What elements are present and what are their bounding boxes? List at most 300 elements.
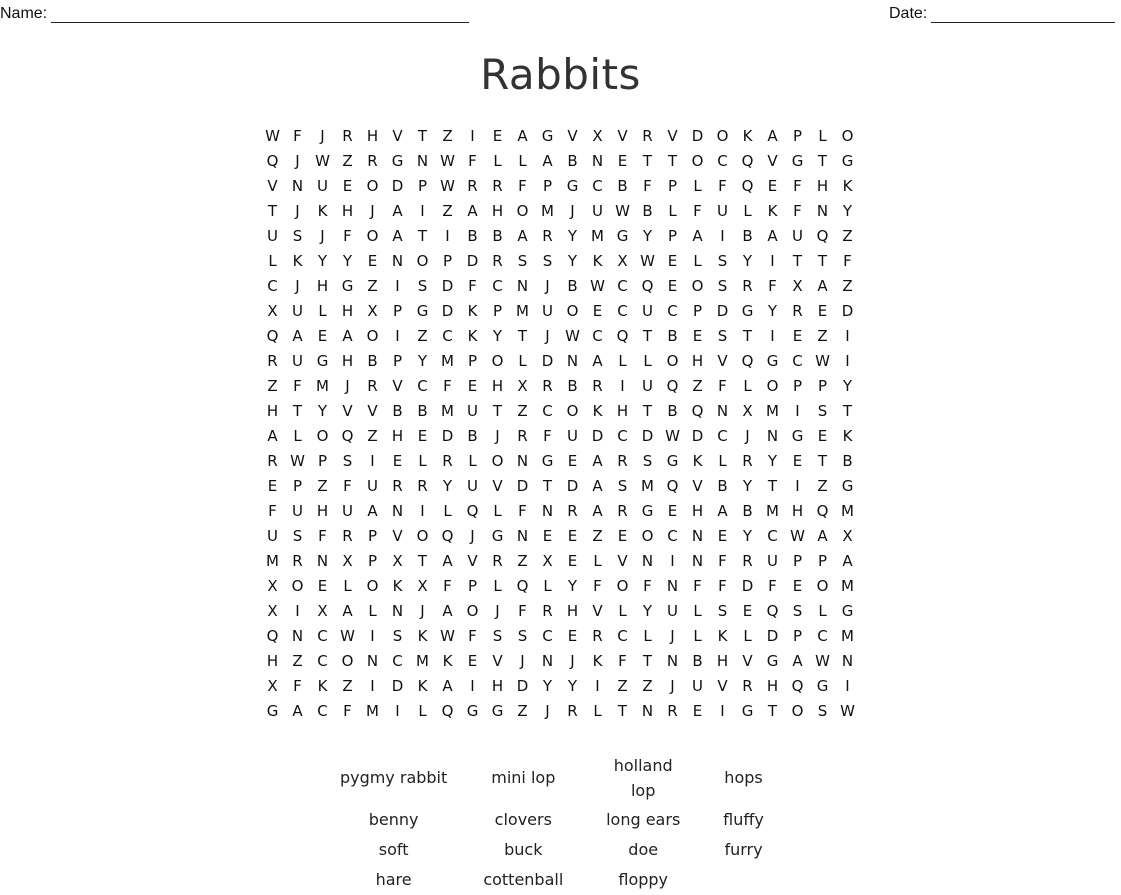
grid-letter: V	[367, 402, 378, 420]
grid-letter: H	[341, 202, 354, 220]
grid-row	[260, 374, 860, 399]
grid-letter: H	[566, 602, 579, 620]
grid-letter: E	[742, 602, 753, 620]
grid-row	[260, 324, 860, 349]
grid-letter: D	[441, 277, 454, 295]
grid-letter: G	[841, 152, 854, 170]
grid-letter: O	[366, 227, 379, 245]
grid-letter: F	[793, 202, 802, 220]
grid-letter: R	[792, 302, 803, 320]
grid-letter: Z	[267, 377, 278, 395]
grid-letter: N	[716, 402, 729, 420]
grid-letter: L	[743, 377, 752, 395]
grid-letter: T	[517, 327, 528, 345]
grid-letter: G	[566, 177, 579, 195]
grid-letter: G	[791, 427, 804, 445]
grid-letter: Z	[292, 652, 303, 670]
grid-letter: T	[792, 252, 803, 270]
grid-letter: F	[718, 177, 727, 195]
grid-letter: T	[667, 152, 678, 170]
grid-letter: A	[342, 602, 353, 620]
grid-letter: N	[291, 177, 304, 195]
word-fluffy: fluffy	[723, 809, 764, 829]
grid-letter: Z	[842, 277, 853, 295]
grid-letter: E	[317, 577, 328, 595]
grid-letter: B	[842, 452, 853, 470]
grid-letter: F	[718, 552, 727, 570]
grid-letter: V	[392, 377, 403, 395]
grid-letter: I	[370, 452, 375, 470]
grid-letter: A	[842, 552, 853, 570]
word-hare: hare	[375, 869, 412, 889]
grid-letter: U	[467, 477, 478, 495]
grid-letter: O	[416, 252, 429, 270]
grid-letter: R	[442, 452, 453, 470]
grid-row	[260, 499, 860, 524]
word-long-ears: long ears	[606, 809, 681, 829]
grid-letter: B	[667, 402, 678, 420]
grid-letter: K	[592, 652, 603, 670]
grid-letter: R	[292, 552, 303, 570]
grid-letter: N	[766, 427, 779, 445]
word-soft: soft	[378, 839, 409, 859]
grid-letter: Y	[742, 252, 753, 270]
grid-letter: T	[817, 152, 828, 170]
grid-letter: R	[492, 552, 503, 570]
grid-letter: R	[492, 252, 503, 270]
grid-letter: R	[592, 627, 603, 645]
grid-letter: I	[445, 227, 450, 245]
grid-letter: G	[841, 602, 854, 620]
grid-letter: F	[693, 202, 702, 220]
name-field[interactable]	[0, 4, 469, 23]
grid-letter: O	[841, 127, 854, 145]
grid-letter: I	[395, 702, 400, 720]
grid-letter: F	[593, 577, 602, 595]
grid-letter: F	[468, 152, 477, 170]
grid-letter: L	[668, 202, 677, 220]
grid-letter: L	[543, 577, 552, 595]
grid-letter: O	[691, 152, 704, 170]
grid-letter: S	[417, 277, 428, 295]
grid-letter: N	[391, 502, 404, 520]
grid-letter: D	[541, 352, 554, 370]
word-mini-lop: mini lop	[491, 768, 556, 787]
grid-letter: P	[542, 177, 553, 195]
grid-letter: I	[470, 677, 475, 695]
grid-letter: K	[317, 677, 328, 695]
grid-letter: I	[595, 677, 600, 695]
grid-letter: X	[742, 402, 753, 420]
grid-letter: Q	[641, 277, 654, 295]
grid-letter: L	[293, 427, 302, 445]
grid-letter: Q	[466, 502, 479, 520]
grid-letter: T	[267, 202, 278, 220]
grid-letter: S	[392, 627, 403, 645]
grid-letter: L	[693, 177, 702, 195]
grid-letter: U	[342, 502, 353, 520]
grid-letter: E	[492, 127, 503, 145]
grid-letter: U	[367, 477, 378, 495]
grid-letter: D	[841, 302, 854, 320]
grid-letter: C	[792, 352, 803, 370]
grid-letter: D	[441, 302, 454, 320]
word-search-grid	[260, 124, 860, 724]
grid-letter: Q	[741, 152, 754, 170]
worksheet-header	[0, 2, 1121, 26]
grid-letter: C	[442, 327, 453, 345]
word-holland-lop-line1: holland	[613, 755, 673, 775]
grid-letter: I	[470, 127, 475, 145]
grid-letter: R	[467, 177, 478, 195]
grid-letter: F	[793, 177, 802, 195]
grid-letter: J	[295, 202, 300, 220]
grid-letter: I	[395, 327, 400, 345]
grid-letter: W	[265, 127, 280, 145]
grid-letter: V	[267, 177, 278, 195]
grid-letter: Y	[742, 477, 753, 495]
grid-letter: T	[617, 702, 628, 720]
grid-row	[260, 224, 860, 249]
grid-letter: V	[592, 602, 603, 620]
grid-letter: X	[317, 602, 328, 620]
grid-letter: Y	[567, 227, 578, 245]
grid-letter: F	[343, 702, 352, 720]
grid-letter: A	[592, 477, 603, 495]
grid-letter: Y	[642, 227, 653, 245]
grid-letter: I	[420, 502, 425, 520]
grid-letter: E	[667, 277, 678, 295]
grid-letter: W	[640, 252, 655, 270]
grid-letter: O	[816, 577, 829, 595]
grid-letter: O	[341, 652, 354, 670]
grid-letter: Y	[767, 452, 778, 470]
grid-letter: L	[268, 252, 277, 270]
word-buck: buck	[504, 839, 543, 859]
grid-letter: H	[266, 652, 279, 670]
grid-letter: Q	[616, 327, 629, 345]
grid-letter: B	[392, 402, 403, 420]
grid-letter: H	[691, 352, 704, 370]
grid-letter: N	[691, 552, 704, 570]
date-blank-line[interactable]	[931, 4, 1115, 23]
grid-letter: H	[491, 377, 504, 395]
grid-letter: G	[341, 277, 354, 295]
grid-letter: U	[692, 677, 703, 695]
grid-letter: S	[517, 252, 528, 270]
grid-letter: Q	[741, 177, 754, 195]
grid-letter: R	[417, 477, 428, 495]
grid-letter: E	[592, 302, 603, 320]
grid-letter: U	[767, 552, 778, 570]
grid-letter: U	[567, 427, 578, 445]
grid-letter: U	[467, 402, 478, 420]
grid-letter: U	[667, 602, 678, 620]
grid-letter: X	[517, 377, 528, 395]
word-hops: hops	[724, 768, 763, 787]
grid-letter: V	[492, 652, 503, 670]
name-blank-line[interactable]	[51, 4, 469, 23]
grid-letter: R	[617, 502, 628, 520]
grid-letter: A	[717, 502, 728, 520]
grid-letter: Q	[266, 152, 279, 170]
word-benny: benny	[368, 809, 419, 829]
grid-letter: Z	[517, 552, 528, 570]
grid-letter: G	[491, 702, 504, 720]
grid-letter: Q	[441, 702, 454, 720]
grid-letter: A	[817, 527, 828, 545]
grid-letter: T	[767, 702, 778, 720]
grid-letter: A	[792, 652, 803, 670]
grid-letter: X	[592, 127, 603, 145]
grid-letter: C	[417, 377, 428, 395]
grid-letter: S	[717, 602, 728, 620]
grid-letter: Q	[516, 577, 529, 595]
grid-letter: J	[745, 427, 750, 445]
grid-letter: L	[693, 252, 702, 270]
grid-letter: A	[767, 127, 778, 145]
grid-row	[260, 524, 860, 549]
date-field[interactable]	[889, 4, 1115, 23]
grid-letter: I	[670, 552, 675, 570]
grid-letter: D	[716, 302, 729, 320]
grid-letter: F	[618, 652, 627, 670]
grid-letter: O	[566, 302, 579, 320]
grid-letter: F	[468, 277, 477, 295]
grid-letter: X	[267, 602, 278, 620]
grid-letter: I	[795, 477, 800, 495]
grid-letter: E	[417, 427, 428, 445]
grid-letter: O	[366, 327, 379, 345]
grid-row	[260, 349, 860, 374]
grid-letter: O	[466, 602, 479, 620]
grid-letter: Z	[692, 377, 703, 395]
grid-letter: C	[617, 427, 628, 445]
grid-letter: I	[420, 202, 425, 220]
grid-letter: R	[642, 127, 653, 145]
grid-letter: Z	[617, 677, 628, 695]
grid-letter: T	[642, 652, 653, 670]
grid-letter: D	[441, 427, 454, 445]
grid-letter: K	[292, 252, 303, 270]
grid-letter: P	[792, 627, 803, 645]
grid-letter: L	[368, 602, 377, 620]
grid-letter: D	[516, 677, 529, 695]
grid-letter: R	[517, 427, 528, 445]
grid-letter: C	[492, 277, 503, 295]
grid-letter: B	[567, 152, 578, 170]
grid-letter: U	[267, 527, 278, 545]
grid-letter: C	[717, 427, 728, 445]
grid-letter: H	[491, 677, 504, 695]
grid-letter: D	[516, 477, 529, 495]
grid-row	[260, 124, 860, 149]
grid-letter: O	[491, 452, 504, 470]
grid-letter: C	[617, 302, 628, 320]
grid-letter: P	[367, 552, 378, 570]
grid-row	[260, 274, 860, 299]
grid-letter: B	[717, 477, 728, 495]
grid-letter: N	[841, 652, 854, 670]
grid-letter: O	[291, 577, 304, 595]
grid-letter: J	[370, 202, 375, 220]
grid-letter: Z	[417, 327, 428, 345]
grid-letter: U	[642, 302, 653, 320]
grid-letter: T	[542, 477, 553, 495]
grid-letter: C	[392, 652, 403, 670]
grid-letter: V	[492, 477, 503, 495]
grid-letter: B	[467, 227, 478, 245]
grid-letter: K	[467, 327, 478, 345]
grid-letter: F	[293, 677, 302, 695]
word-doe: doe	[628, 839, 659, 859]
grid-letter: A	[367, 502, 378, 520]
grid-letter: T	[742, 327, 753, 345]
grid-letter: P	[667, 177, 678, 195]
grid-letter: F	[343, 477, 352, 495]
grid-letter: R	[367, 377, 378, 395]
grid-letter: Z	[342, 677, 353, 695]
grid-letter: X	[617, 252, 628, 270]
grid-letter: K	[767, 202, 778, 220]
grid-letter: O	[491, 352, 504, 370]
word-holland-lop-line2: lop	[630, 780, 656, 800]
grid-letter: R	[342, 527, 353, 545]
grid-letter: J	[545, 277, 550, 295]
grid-row	[260, 574, 860, 599]
grid-letter: H	[341, 302, 354, 320]
grid-letter: S	[542, 252, 553, 270]
grid-letter: V	[717, 677, 728, 695]
grid-letter: N	[566, 352, 579, 370]
grid-letter: C	[617, 277, 628, 295]
grid-letter: E	[667, 502, 678, 520]
grid-letter: J	[420, 602, 425, 620]
grid-letter: L	[493, 502, 502, 520]
grid-letter: Q	[266, 627, 279, 645]
grid-letter: A	[292, 327, 303, 345]
grid-letter: Q	[691, 402, 704, 420]
grid-letter: N	[316, 552, 329, 570]
grid-letter: F	[643, 177, 652, 195]
grid-letter: E	[467, 377, 478, 395]
word-bank-row	[330, 804, 790, 834]
grid-letter: G	[541, 127, 554, 145]
grid-letter: I	[795, 402, 800, 420]
grid-letter: E	[367, 252, 378, 270]
grid-letter: P	[392, 352, 403, 370]
grid-letter: B	[567, 377, 578, 395]
grid-letter: H	[816, 177, 829, 195]
grid-letter: P	[292, 477, 303, 495]
grid-letter: F	[768, 277, 777, 295]
grid-letter: F	[443, 377, 452, 395]
grid-letter: W	[440, 627, 455, 645]
grid-letter: V	[742, 652, 753, 670]
grid-letter: I	[395, 277, 400, 295]
grid-letter: I	[845, 677, 850, 695]
grid-letter: V	[667, 127, 678, 145]
grid-letter: L	[343, 577, 352, 595]
grid-letter: F	[718, 577, 727, 595]
grid-letter: O	[516, 202, 529, 220]
grid-letter: I	[845, 352, 850, 370]
grid-letter: K	[842, 177, 853, 195]
grid-letter: C	[592, 177, 603, 195]
grid-letter: Y	[567, 677, 578, 695]
grid-letter: B	[642, 202, 653, 220]
grid-letter: C	[667, 302, 678, 320]
grid-letter: O	[716, 127, 729, 145]
grid-letter: W	[340, 627, 355, 645]
grid-letter: L	[443, 502, 452, 520]
page-title: Rabbits	[480, 50, 641, 99]
grid-letter: U	[542, 302, 553, 320]
grid-letter: X	[267, 677, 278, 695]
grid-letter: L	[518, 152, 527, 170]
grid-letter: T	[642, 327, 653, 345]
grid-letter: M	[416, 652, 429, 670]
date-label: Date:	[889, 5, 928, 22]
grid-letter: A	[592, 352, 603, 370]
grid-letter: Z	[367, 427, 378, 445]
grid-letter: N	[541, 502, 554, 520]
grid-letter: O	[366, 577, 379, 595]
grid-letter: C	[317, 652, 328, 670]
grid-letter: T	[292, 402, 303, 420]
grid-letter: D	[466, 252, 479, 270]
grid-letter: G	[541, 452, 554, 470]
grid-letter: L	[718, 452, 727, 470]
grid-letter: I	[720, 227, 725, 245]
grid-letter: S	[717, 252, 728, 270]
grid-letter: M	[766, 402, 779, 420]
grid-row	[260, 299, 860, 324]
grid-letter: P	[817, 377, 828, 395]
grid-letter: Y	[742, 527, 753, 545]
grid-letter: P	[467, 577, 478, 595]
grid-letter: P	[317, 452, 328, 470]
grid-letter: S	[517, 627, 528, 645]
grid-letter: L	[593, 702, 602, 720]
grid-letter: N	[391, 252, 404, 270]
grid-letter: X	[342, 552, 353, 570]
grid-letter: F	[693, 577, 702, 595]
grid-letter: E	[567, 627, 578, 645]
grid-letter: A	[517, 127, 528, 145]
grid-letter: R	[592, 377, 603, 395]
grid-letter: R	[542, 227, 553, 245]
grid-letter: E	[817, 302, 828, 320]
name-label: Name:	[0, 5, 48, 22]
grid-letter: Z	[517, 702, 528, 720]
grid-letter: Q	[341, 427, 354, 445]
grid-letter: X	[542, 552, 553, 570]
grid-letter: G	[741, 702, 754, 720]
grid-letter: W	[790, 527, 805, 545]
grid-letter: M	[591, 227, 604, 245]
grid-letter: B	[617, 177, 628, 195]
grid-letter: R	[492, 177, 503, 195]
word-bank-row	[330, 750, 790, 805]
grid-letter: Y	[542, 677, 553, 695]
grid-letter: K	[317, 202, 328, 220]
grid-letter: Q	[766, 602, 779, 620]
grid-letter: L	[818, 127, 827, 145]
grid-letter: V	[392, 127, 403, 145]
grid-letter: T	[817, 452, 828, 470]
grid-letter: A	[517, 227, 528, 245]
